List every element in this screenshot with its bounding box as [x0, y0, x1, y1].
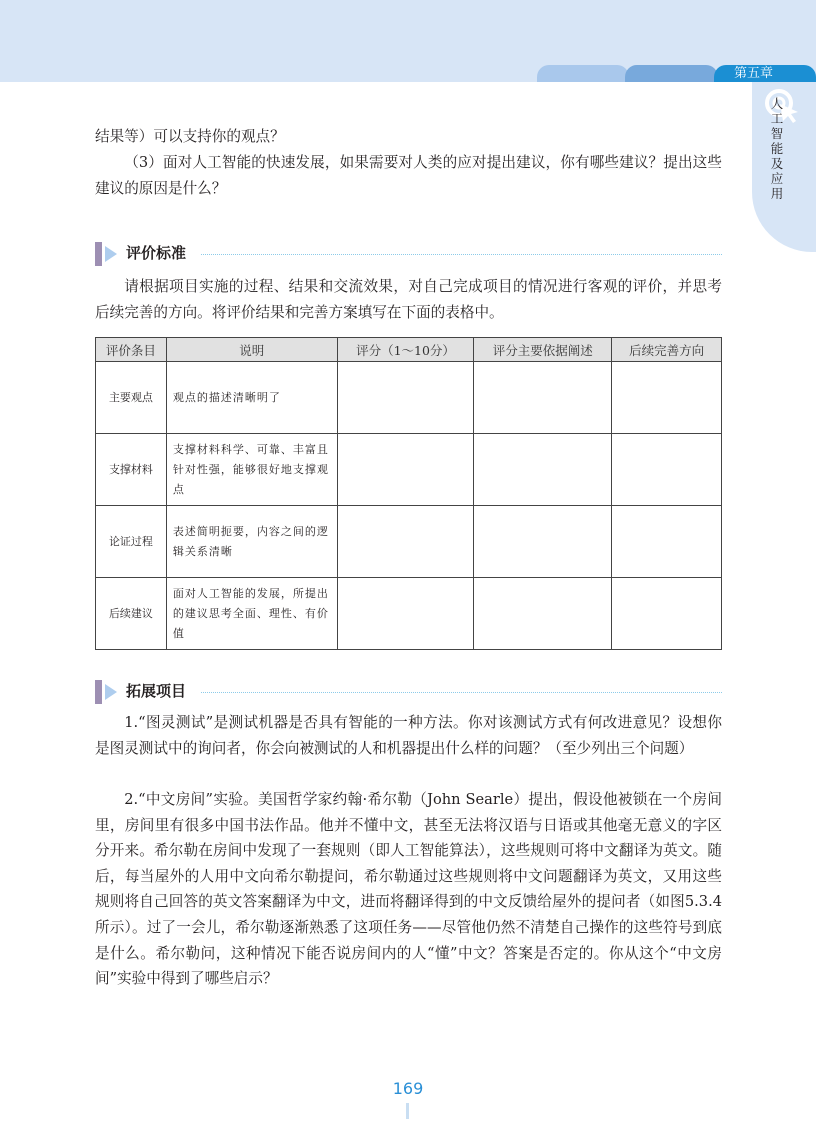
basis-cell[interactable] — [474, 434, 612, 506]
paragraph-continued: 结果等）可以支持你的观点？ — [95, 128, 285, 145]
section-heading-extension — [95, 679, 722, 705]
column-header: 评分（1～10分） — [337, 338, 474, 362]
basis-cell[interactable] — [474, 362, 612, 434]
column-header: 评分主要依据阐述 — [474, 338, 612, 362]
improvement-cell[interactable] — [612, 578, 722, 650]
heading-bar-icon — [95, 680, 102, 704]
description-cell: 表述简明扼要，内容之间的逻辑关系清晰 — [166, 506, 337, 578]
basis-cell[interactable] — [474, 578, 612, 650]
heading-triangle-icon — [105, 246, 117, 262]
chapter-tab-2 — [625, 65, 718, 82]
column-header: 评价条目 — [96, 338, 167, 362]
column-header: 说明 — [166, 338, 337, 362]
heading-triangle-icon — [105, 684, 117, 700]
heading-title: 评价标准 — [126, 244, 187, 262]
description-cell: 面对人工智能的发展，所提出的建议思考全面、理性、有价值 — [166, 578, 337, 650]
extension-item-2: 2.“中文房间”实验。美国哲学家约翰·希尔勒（John Searle）提出，假设他被锁在一个房间里，房间里有很多中国书法作品。他并不懂中文，甚至无法将汉语与日语或其他毫无意义的字区分开来。希尔勒在房间中发现了一套规则（即人工智能算法），这些规则可将中文翻译为英文。随后，每当屋外的人用中文向希尔勒提问，希尔勒通过这些规则将中文问题翻译为英文，又用这些规则将自己回答的英文答案翻译为中文，进而将翻译得到的中文反馈给屋外的提问者（如图5.3.4所示）。过了一会儿，希尔勒逐渐熟悉了这项任务——尽管他仍然不清楚自己操作的这些符号到底是什么。希尔勒问，这种情况下能否说房间内的人“懂”中文？答案是否定的。你从这个“中文房间”实验中得到了哪些启示？ — [95, 791, 722, 988]
page-number: 169 — [392, 1079, 424, 1098]
extension-item-1: 1.“图灵测试”是测试机器是否具有智能的一种方法。你对该测试方式有何改进意见？设想你是图灵测试中的询问者，你会向被测试的人和机器提出什么样的问题？（至少列出三个问题） — [95, 714, 722, 757]
dotted-divider — [201, 254, 722, 255]
improvement-cell[interactable] — [612, 434, 722, 506]
question-3: （3）面对人工智能的快速发展，如果需要对人类的应对提出建议，你有哪些建议？提出这些建议的原因是什么？ — [95, 154, 722, 197]
score-cell[interactable] — [337, 434, 474, 506]
table-row — [96, 434, 722, 506]
basis-cell[interactable] — [474, 506, 612, 578]
side-title: 人工智能及应用 — [770, 96, 784, 201]
chapter-tab-current: 第五章 — [714, 65, 816, 82]
heading-bar-icon — [95, 242, 102, 266]
table-row — [96, 506, 722, 578]
improvement-cell[interactable] — [612, 506, 722, 578]
score-cell[interactable] — [337, 506, 474, 578]
section-heading-evaluation — [95, 241, 722, 267]
page-number-bar — [406, 1103, 409, 1119]
improvement-cell[interactable] — [612, 362, 722, 434]
description-cell: 观点的描述清晰明了 — [166, 362, 337, 434]
item-cell: 支撑材料 — [96, 434, 167, 506]
item-cell: 主要观点 — [96, 362, 167, 434]
score-cell[interactable] — [337, 578, 474, 650]
chapter-tab-1 — [537, 65, 629, 82]
item-cell: 论证过程 — [96, 506, 167, 578]
table-row — [96, 578, 722, 650]
dotted-divider — [201, 692, 722, 693]
table-row — [96, 362, 722, 434]
side-chapter-panel — [752, 82, 816, 252]
column-header: 后续完善方向 — [612, 338, 722, 362]
heading-title: 拓展项目 — [126, 682, 187, 700]
evaluation-text: 请根据项目实施的过程、结果和交流效果，对自己完成项目的情况进行客观的评价，并思考后续完善的方向。将评价结果和完善方案填写在下面的表格中。 — [95, 278, 722, 321]
score-cell[interactable] — [337, 362, 474, 434]
description-cell: 支撑材料科学、可靠、丰富且针对性强，能够很好地支撑观点 — [166, 434, 337, 506]
evaluation-table — [95, 337, 722, 650]
table-header-row — [96, 338, 722, 362]
item-cell: 后续建议 — [96, 578, 167, 650]
